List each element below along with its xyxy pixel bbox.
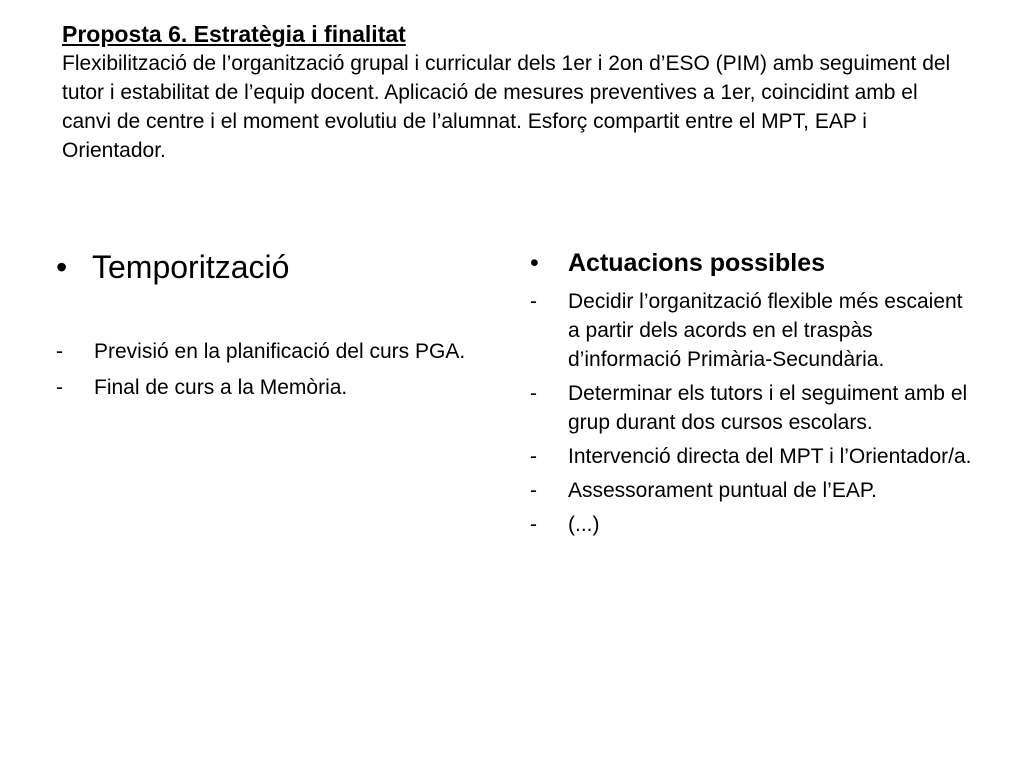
dash-marker: - (530, 382, 537, 405)
list-item (530, 442, 975, 471)
temporitzacio-list (56, 337, 511, 402)
dash-marker: - (530, 513, 537, 536)
list-item-text: Assessorament puntual de l’EAP. (568, 479, 877, 502)
actuacions-heading-row (530, 245, 975, 281)
actuacions-list (530, 287, 975, 539)
list-item-text: Decidir l’organització flexible més escaient a partir dels acords en el traspàs d’informació Primària-Secundària. (568, 290, 963, 371)
list-item (56, 337, 511, 366)
dash-marker: - (530, 290, 537, 313)
temporitzacio-heading: Temporització (92, 249, 290, 285)
list-item (530, 476, 975, 505)
actuacions-section (530, 245, 975, 544)
dash-marker: - (530, 479, 537, 502)
temporitzacio-heading-row (56, 245, 511, 289)
dash-marker: - (56, 376, 63, 399)
slide-header (62, 20, 962, 165)
list-item-text: (...) (568, 513, 600, 536)
intro-paragraph: Flexibilització de l’organització grupal i curricular dels 1er i 2on d’ESO (PIM) amb seguiment del tutor i estabilitat de l’equip docent. Aplicació de mesures preventives a 1er, coincidint amb el canvi de centre i el moment evolutiu de l’alumnat. Esforç compartit entre el MPT, EAP i Orientador. (62, 52, 951, 162)
actuacions-heading: Actuacions possibles (568, 249, 826, 277)
list-item (530, 379, 975, 437)
list-item-text: Previsió en la planificació del curs PGA. (94, 340, 466, 363)
list-item (530, 510, 975, 539)
bullet-icon: • (530, 249, 539, 277)
dash-marker: - (56, 340, 63, 363)
dash-marker: - (530, 445, 537, 468)
list-item-text: Determinar els tutors i el seguiment amb el grup durant dos cursos escolars. (568, 382, 968, 434)
list-item-text: Intervenció directa del MPT i l’Orientador/a. (568, 445, 972, 468)
temporitzacio-section (56, 245, 511, 409)
list-item (56, 373, 511, 402)
slide-title: Proposta 6. Estratègia i finalitat (62, 21, 406, 47)
list-item-text: Final de curs a la Memòria. (94, 376, 348, 399)
list-item (530, 287, 975, 374)
bullet-icon: • (56, 249, 68, 285)
